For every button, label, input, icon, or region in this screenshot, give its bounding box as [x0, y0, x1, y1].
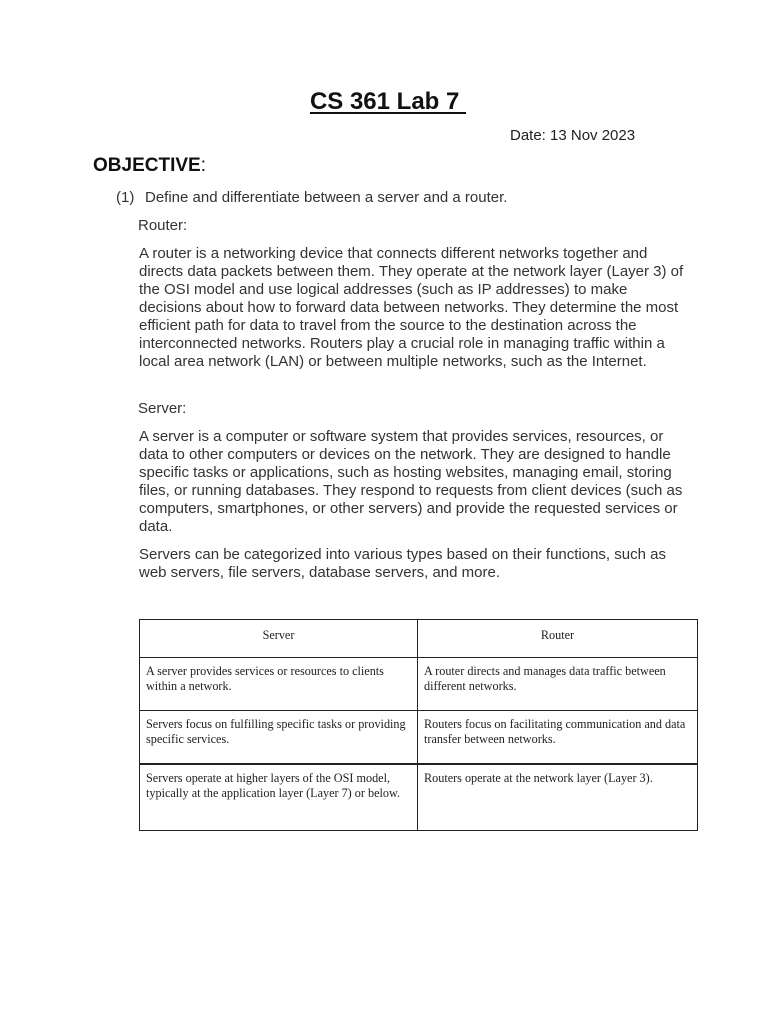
table-header-server: Server: [140, 620, 418, 658]
date-line: Date: 13 Nov 2023: [510, 127, 636, 144]
objective-heading-colon: :: [200, 155, 206, 176]
question-number: (1): [116, 189, 135, 206]
objective-heading: [93, 155, 206, 177]
table-header-row: [140, 620, 698, 658]
table-cell-server: A server provides services or resources to clients within a network.: [140, 658, 418, 711]
table-cell-server: Servers focus on fulfilling specific tasks or providing specific services.: [140, 711, 418, 765]
question-text: Define and differentiate between a server and a router.: [145, 189, 508, 206]
page-title: CS 361 Lab 7: [309, 88, 467, 115]
table-cell-router: Routers operate at the network layer (Layer 3).: [418, 764, 698, 831]
table-cell-server: Servers operate at higher layers of the OSI model, typically at the application layer (Layer 7) or below.: [140, 764, 418, 831]
server-label: Server:: [138, 400, 187, 417]
table-header-router: Router: [418, 620, 698, 658]
table-cell-router: A router directs and manages data traffic between different networks.: [418, 658, 698, 711]
router-paragraph: A router is a networking device that connects different networks together and directs data packets between them. They operate at the network layer (Layer 3) of the OSI model and use logical addresses (such as IP addresses) to make decisions about how to forward data between networks. They determine the most efficient path for data to travel from the source to the destination across the interconnected networks. Routers play a crucial role in managing traffic within a local area network (LAN) or between multiple networks, such as the Internet.: [139, 245, 684, 370]
table-cell-router: Routers focus on facilitating communication and data transfer between networks.: [418, 711, 698, 765]
table-row: [140, 658, 698, 711]
objective-heading-text: OBJECTIVE: [93, 155, 201, 176]
server-router-comparison-table: [139, 619, 698, 831]
table-row: [140, 711, 698, 765]
server-types-paragraph: Servers can be categorized into various types based on their functions, such as web servers, file servers, database servers, and more.: [139, 546, 666, 581]
question-1: [116, 189, 507, 206]
router-label: Router:: [138, 217, 188, 234]
table-row: [140, 764, 698, 831]
server-paragraph: A server is a computer or software system that provides services, resources, or data to other computers or devices on the network. They are designed to handle specific tasks or applications, such as hosting websites, managing email, storing files, or running databases. They respond to requests from client devices (such as computers, smartphones, or other servers) and provide the requested services or data.: [139, 428, 683, 535]
